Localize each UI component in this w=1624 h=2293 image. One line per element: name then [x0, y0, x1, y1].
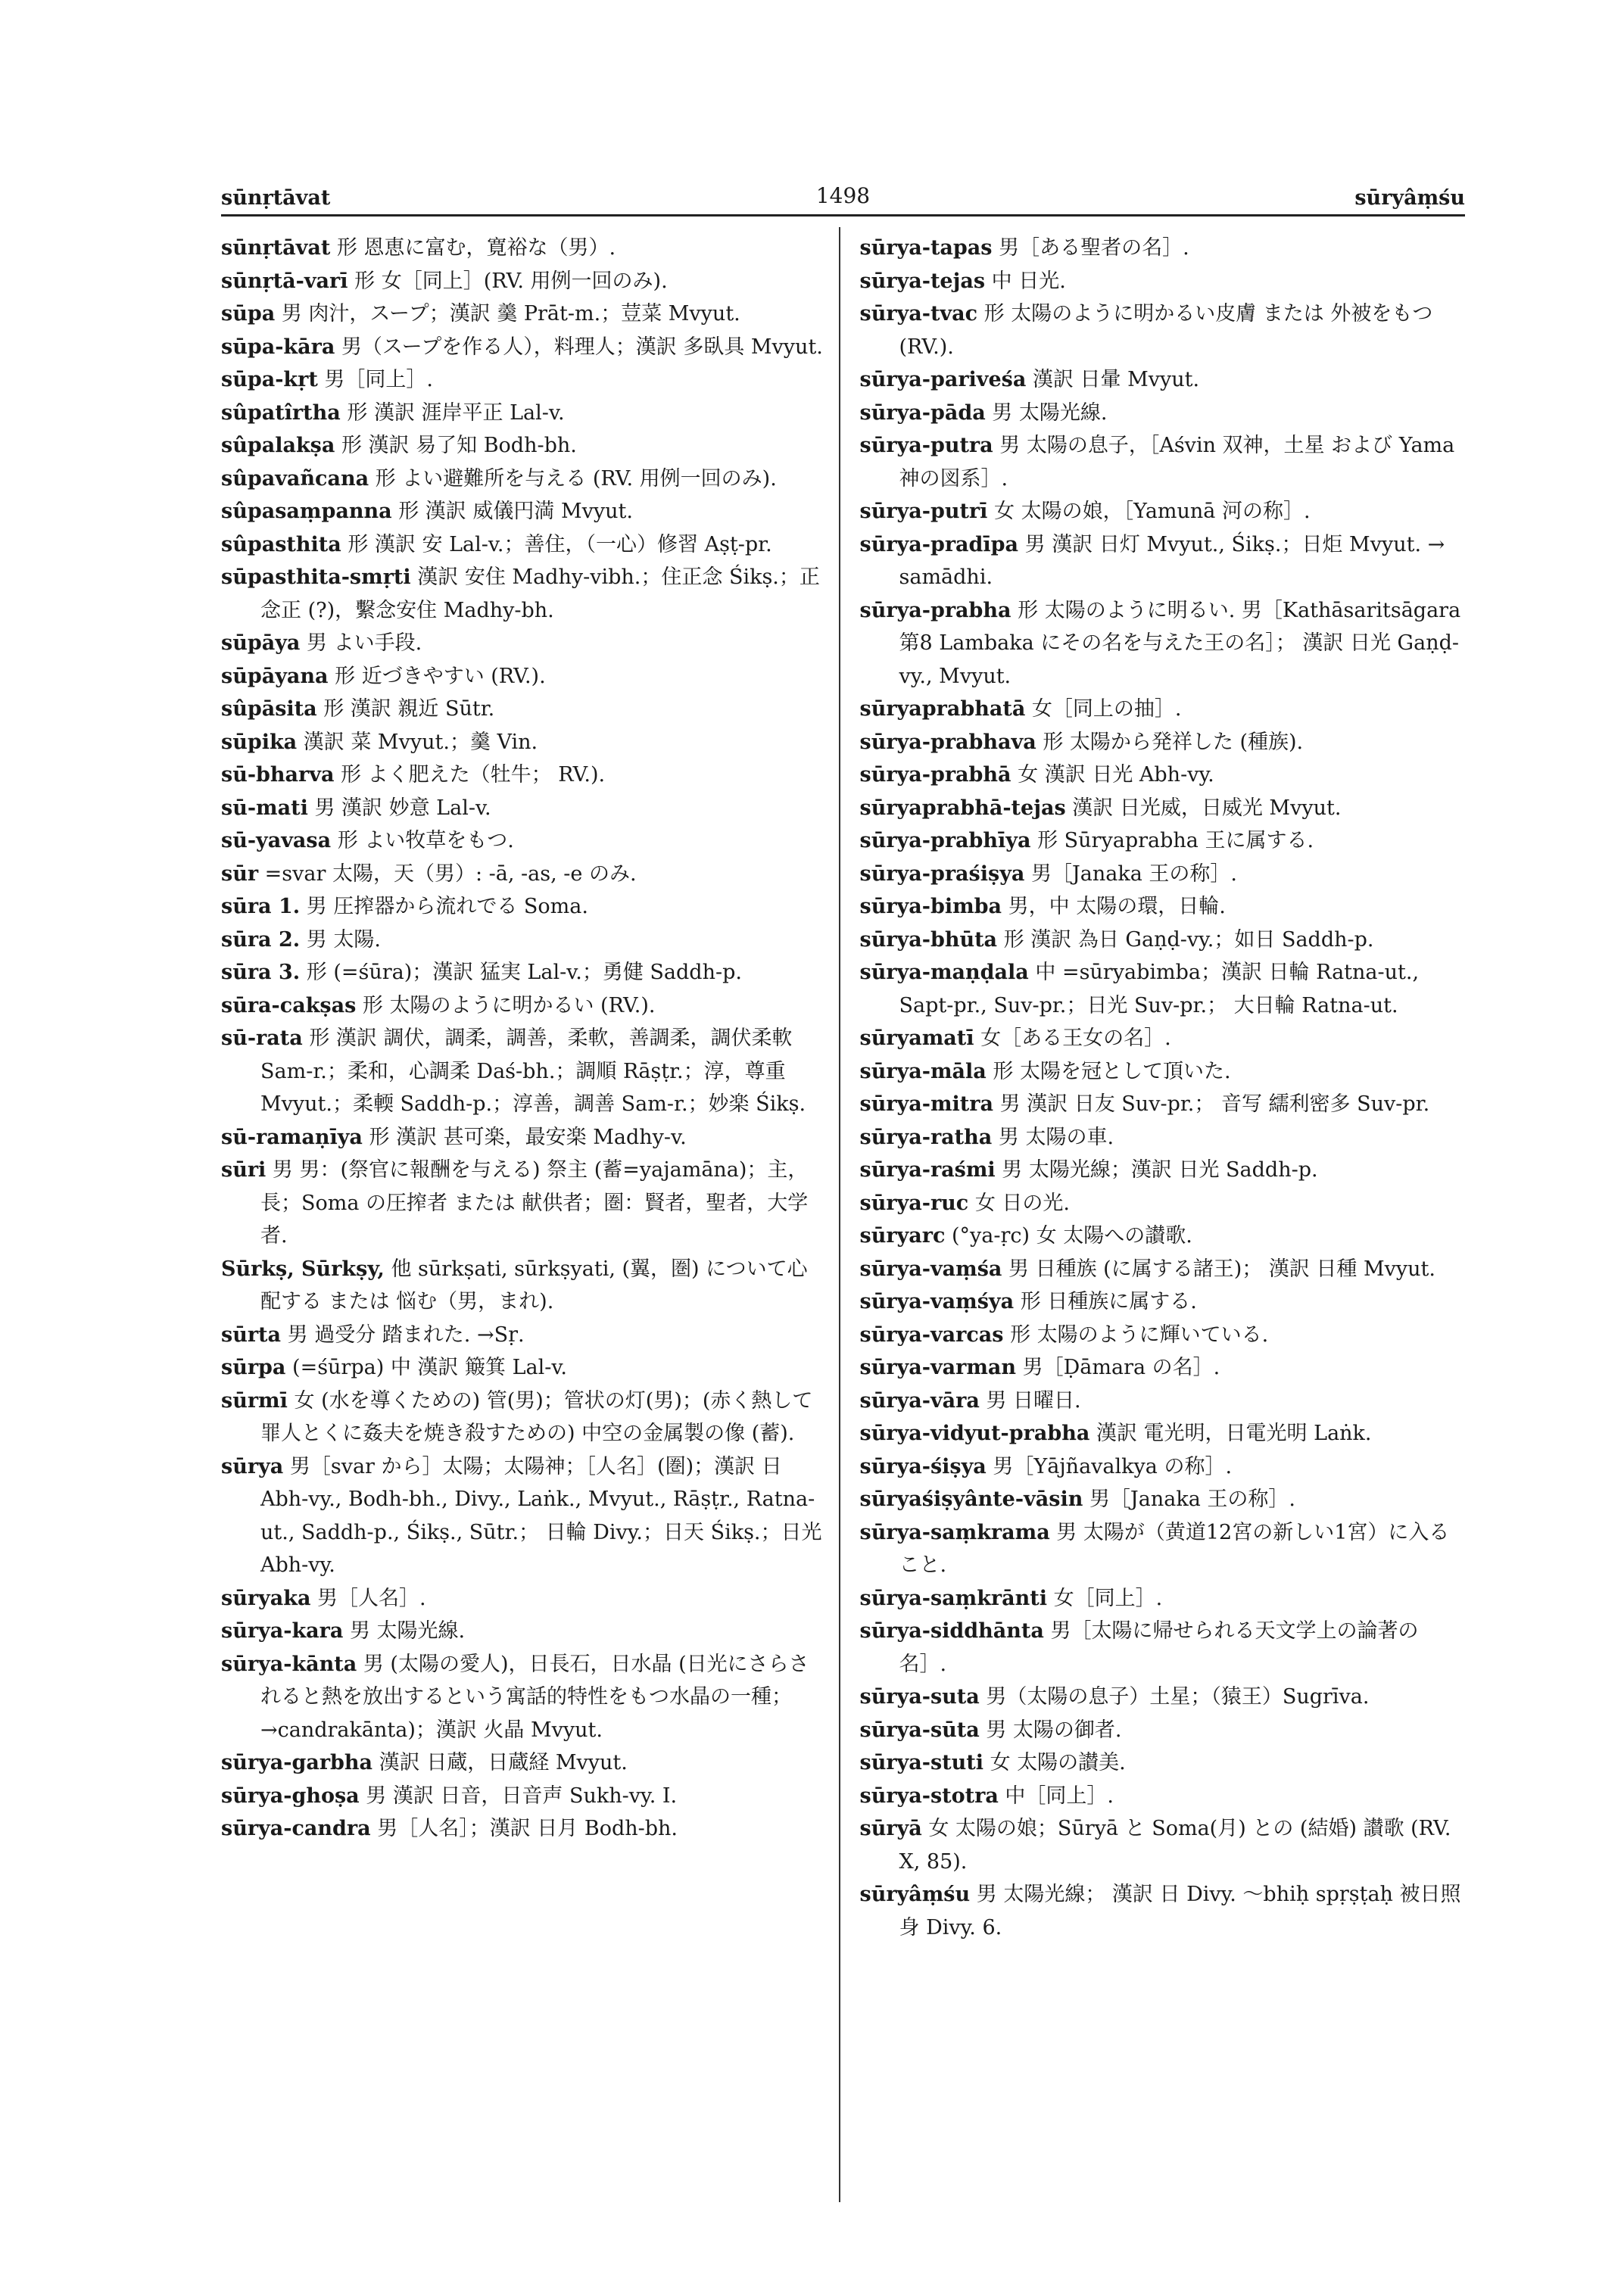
entry-headword: sūrya-māla: [859, 1059, 987, 1083]
dictionary-entry: [221, 265, 827, 298]
entry-definition: 形 漢訳 易了知 Bodh-bh.: [341, 434, 577, 457]
dictionary-entry: [860, 1582, 1466, 1615]
dictionary-entry: [860, 726, 1466, 759]
entry-definition: 男 漢訳 妙意 Lal-v.: [314, 796, 491, 820]
dictionary-entry: [860, 1417, 1466, 1450]
dictionary-entry: [860, 298, 1466, 363]
dictionary-entry: [221, 792, 827, 825]
entry-definition: 形 太陽を冠として頂いた.: [993, 1059, 1231, 1083]
entry-headword: sūra 1.: [221, 895, 301, 918]
entry-headword: sūrya-sūta: [859, 1718, 980, 1742]
entry-headword: sūrya-tapas: [859, 236, 993, 260]
entry-headword: sūrya-suta: [859, 1685, 980, 1709]
entry-headword: sūrya-siddhānta: [859, 1619, 1044, 1643]
dictionary-entry: [860, 1780, 1466, 1813]
entry-headword: sūra-cakṣas: [221, 993, 357, 1017]
entry-headword: sūpika: [221, 730, 298, 754]
dictionary-entry: [860, 1154, 1466, 1187]
dictionary-entry: [860, 890, 1466, 924]
entry-definition: 形 漢訳 安 Lal-v.；善住，（一心）修習 Aṣṭ-pr.: [348, 532, 772, 556]
dictionary-entry: [860, 265, 1466, 298]
dictionary-entry: [221, 561, 827, 627]
entry-definition: 形 漢訳 為日 Gaṇḍ-vy.；如日 Saddh-p.: [1003, 927, 1374, 952]
header-right-guideword: sūryâṃśu: [1354, 186, 1465, 210]
entry-headword: sūrya-kara: [221, 1619, 344, 1643]
entry-headword: Sūrkṣ, Sūrkṣy,: [221, 1257, 385, 1281]
entry-headword: sū-yavasa: [221, 829, 332, 852]
dictionary-entry: [860, 1681, 1466, 1714]
entry-headword: sūryaprabhā-tejas: [859, 796, 1066, 820]
entry-definition: 男 日種族 (に属する諸王)； 漢訳 日種 Mvyut.: [1008, 1257, 1435, 1281]
entry-headword: sūrya-garbha: [221, 1751, 373, 1774]
entry-headword: sūrta: [221, 1323, 282, 1347]
entry-definition: 形 太陽のように明かるい (RV.).: [362, 993, 656, 1017]
dictionary-entry: [221, 298, 827, 331]
entry-headword: sūrya-mitra: [859, 1092, 993, 1116]
entry-headword: sūrya-pradīpa: [859, 532, 1019, 556]
entry-headword: sūrya-putra: [859, 434, 993, 457]
entry-headword: sūrya-saṃkrānti: [859, 1586, 1047, 1610]
entry-definition: 男［Ḍāmara の名］.: [1022, 1356, 1220, 1379]
entry-definition: 女 (水を導くための) 管(男)；管状の灯(男)；(赤く熱して罪人とくに姦夫を焼き殺すための) 中空の金属製の像 (蓄).: [260, 1388, 813, 1445]
page-number: 1498: [815, 183, 871, 208]
dictionary-entry: [860, 1220, 1466, 1253]
entry-headword: sūryâṃśu: [859, 1883, 971, 1906]
entry-definition: 女［同上］.: [1053, 1586, 1163, 1610]
dictionary-entry: [860, 693, 1466, 726]
entry-headword: sū-bharva: [221, 763, 335, 787]
dictionary-entry: [221, 1582, 827, 1615]
dictionary-entry: [860, 1285, 1466, 1319]
entry-definition: 男 過受分 踏まれた. →Sṛ.: [287, 1323, 525, 1347]
entry-headword: sūpāya: [221, 631, 301, 655]
entry-definition: 男［人名］；漢訳 日月 Bodh-bh.: [377, 1817, 678, 1840]
entry-definition: 形 よく肥えた（牡牛； RV.).: [341, 763, 606, 787]
dictionary-entry: [221, 824, 827, 858]
dictionary-entry: [860, 1615, 1466, 1681]
entry-definition: 男 圧搾器から流れでる Soma.: [306, 895, 588, 918]
entry-definition: 形 太陽のように明るい. 男［Kathāsaritsāgara 第8 Lambaka にその名を与えた王の名］； 漢訳 日光 Gaṇḍ-vy., Mvyut.: [899, 598, 1461, 688]
dictionary-entry: [221, 429, 827, 463]
entry-headword: sūrya-vaṃśya: [859, 1290, 1015, 1313]
dictionary-entry: [860, 1319, 1466, 1352]
entry-headword: sūpa-kṛt: [221, 368, 318, 391]
entry-definition: 男 男：(祭官に報酬を与える) 祭主 (蓄=yajamāna)；主，長；Soma の圧搾者 または 献供者；圏：賢者，聖者，大学者.: [260, 1158, 809, 1248]
entry-headword: sūrpa: [221, 1356, 286, 1379]
entry-headword: sūrya-stotra: [859, 1784, 999, 1808]
dictionary-entry: [860, 1450, 1466, 1484]
entry-headword: sūnṛtā-varī: [221, 269, 348, 293]
entry-headword: sūrya-candra: [221, 1817, 371, 1840]
entry-definition: 男［Janaka 王の称］.: [1030, 861, 1238, 886]
dictionary-entry: [221, 495, 827, 528]
entry-definition: 男［太陽に帰せられる天文学上の論著の名］.: [899, 1619, 1419, 1676]
entry-headword: sūrya-śiṣya: [859, 1454, 987, 1478]
entry-headword: sûpavañcana: [221, 466, 369, 491]
dictionary-entry: [860, 429, 1466, 495]
entry-headword: sūrya-putrī: [859, 500, 988, 523]
entry-headword: sûpasaṃpanna: [221, 500, 392, 523]
entry-headword: sūri: [221, 1158, 267, 1182]
dictionary-entry: [860, 232, 1466, 265]
dictionary-entry: [221, 1121, 827, 1154]
entry-headword: sūrya-prabhīya: [859, 829, 1031, 852]
entry-definition: 男（スープを作る人），料理人；漢訳 多臥具 Mvyut.: [341, 335, 823, 359]
entry-definition: 男［人名］.: [317, 1586, 426, 1610]
entry-headword: sûpasthita: [221, 532, 341, 556]
dictionary-entry: [860, 924, 1466, 957]
entry-headword: sūryamatī: [859, 1027, 974, 1050]
dictionary-entry: [860, 1121, 1466, 1154]
entry-headword: sūrya-raśmi: [859, 1158, 996, 1182]
entry-definition: 形 近づきやすい (RV.).: [335, 664, 546, 688]
entry-definition: 男 太陽光線； 漢訳 日 Divy. ～bhiḥ spṛṣṭaḥ 被日照身 Divy. 6.: [899, 1883, 1461, 1939]
entry-headword: sûpatîrtha: [221, 400, 341, 425]
dictionary-entry: [221, 1022, 827, 1121]
dictionary-entry: [860, 1714, 1466, 1747]
dictionary-entry: [221, 363, 827, 397]
entry-definition: 男［Yājñavalkya の称］.: [993, 1454, 1233, 1478]
entry-headword: sūrya-vidyut-prabha: [859, 1422, 1090, 1445]
entry-definition: 漢訳 電光明，日電光明 Laṅk.: [1096, 1422, 1372, 1445]
dictionary-entry: [221, 1154, 827, 1253]
dictionary-entry: [860, 1746, 1466, 1780]
entry-headword: sūrmī: [221, 1388, 288, 1413]
entry-headword: sūpāyana: [221, 664, 329, 688]
dictionary-entry: [860, 1351, 1466, 1385]
entry-definition: 女［同上の抽］.: [1031, 697, 1182, 721]
entry-definition: (=śūrpa) 中 漢訳 簸箕 Lal-v.: [292, 1356, 568, 1379]
entry-headword: sū-mati: [221, 796, 308, 820]
dictionary-entry: [860, 594, 1466, 693]
dictionary-entry: [221, 858, 827, 891]
dictionary-entry: [860, 528, 1466, 594]
entry-definition: 女 太陽の讃美.: [990, 1751, 1126, 1774]
entry-definition: 男 太陽光線.: [992, 400, 1108, 425]
dictionary-entry: [860, 759, 1466, 792]
entry-headword: sūpasthita-smṛti: [221, 565, 411, 589]
dictionary-entry: [221, 397, 827, 430]
entry-headword: sūrya-bimba: [859, 895, 1002, 918]
entry-definition: 形 日種族に属する.: [1020, 1290, 1197, 1313]
entry-headword: sūr: [221, 861, 259, 886]
entry-definition: 男 日曜日.: [986, 1388, 1081, 1413]
entry-definition: 中 日光.: [991, 269, 1066, 293]
entry-definition: 形 Sūryaprabha 王に属する.: [1037, 829, 1314, 852]
dictionary-entry: [860, 1187, 1466, 1220]
entry-definition: 男 太陽の御者.: [986, 1718, 1122, 1742]
dictionary-entry: [221, 726, 827, 759]
entry-definition: 男，中 太陽の環，日輪.: [1008, 895, 1226, 918]
entry-definition: 他 sūrkṣati, sūrkṣyati, (翼，圏) について心配する または 悩む（男，まれ).: [260, 1257, 808, 1313]
left-column: [221, 227, 839, 2202]
entry-definition: 漢訳 日蔵，日蔵経 Mvyut.: [379, 1751, 628, 1774]
entry-headword: sūrya-saṃkrama: [859, 1520, 1050, 1544]
entry-headword: sūryaka: [221, 1586, 311, 1610]
dictionary-entry: [860, 824, 1466, 858]
entry-definition: =svar 太陽，天（男）: -ā, -as, -e のみ.: [264, 861, 637, 886]
dictionary-entry: [860, 1253, 1466, 1286]
entry-headword: sūpa: [221, 302, 276, 326]
entry-headword: sūrya-stuti: [859, 1751, 983, 1774]
entry-definition: 男 太陽光線.: [349, 1619, 466, 1643]
dictionary-entry: [221, 1319, 827, 1352]
dictionary-entry: [221, 528, 827, 562]
entry-definition: 女 漢訳 日光 Abh-vy.: [1018, 763, 1214, 787]
dictionary-columns: [221, 227, 1465, 2202]
dictionary-entry: [860, 495, 1466, 528]
entry-headword: sūrya-varman: [859, 1356, 1017, 1379]
dictionary-entry: [221, 956, 827, 989]
entry-headword: sūrya-pariveśa: [859, 368, 1027, 391]
dictionary-entry: [221, 1746, 827, 1780]
dictionary-entry: [221, 232, 827, 265]
entry-definition: 男［同上］.: [324, 368, 434, 391]
dictionary-entry: [221, 1351, 827, 1385]
entry-headword: sūryaprabhatā: [859, 697, 1026, 721]
entry-headword: sūrya-varcas: [859, 1323, 1004, 1347]
dictionary-entry: [221, 1812, 827, 1846]
entry-headword: sūrya-prabha: [859, 598, 1011, 622]
entry-definition: 男（太陽の息子）土星；（猿王）Sugrīva.: [986, 1685, 1370, 1709]
entry-headword: sûpāsita: [221, 697, 317, 721]
entry-headword: sūrya-ratha: [859, 1125, 993, 1149]
dictionary-entry: [860, 858, 1466, 891]
entry-definition: 男 (太陽の愛人)，日長石，日水晶 (日光にさらされると熱を放出するという寓話的特性をもつ水晶の一種； →candrakānta)；漢訳 火晶 Mvyut.: [260, 1652, 809, 1742]
entry-headword: sūryaśiṣyânte-vāsin: [859, 1488, 1083, 1511]
entry-headword: sūrya-ghoṣa: [221, 1784, 360, 1808]
entry-definition: 男 太陽の息子，［Aśvin 双神，土星 および Yama 神の図系］.: [899, 434, 1455, 491]
entry-headword: sū-ramaṇīya: [221, 1125, 363, 1149]
dictionary-entry: [221, 924, 827, 957]
entry-headword: sūpa-kāra: [221, 335, 335, 359]
entry-definition: 男 よい手段.: [306, 631, 422, 655]
dictionary-entry: [221, 1450, 827, 1582]
entry-headword: sūrya-tejas: [859, 269, 986, 293]
entry-headword: sūra 2.: [221, 927, 301, 952]
entry-definition: 漢訳 菜 Mvyut.；羹 Vin.: [303, 730, 538, 754]
dictionary-entry: [860, 1483, 1466, 1516]
entry-definition: 男［Janaka 王の称］.: [1089, 1488, 1295, 1511]
entry-definition: 形 漢訳 甚可楽，最安楽 Madhy-v.: [369, 1125, 687, 1149]
entry-definition: 形 女［同上］(RV. 用例一回のみ).: [354, 269, 668, 293]
entry-definition: 形 太陽のように輝いている.: [1010, 1323, 1269, 1347]
entry-headword: sūrya-prabhava: [859, 730, 1036, 754]
dictionary-entry: [860, 1088, 1466, 1121]
dictionary-entry: [221, 759, 827, 792]
entry-headword: sūrya-pāda: [859, 400, 986, 425]
entry-definition: 形 漢訳 涯岸平正 Lal-v.: [347, 400, 565, 425]
entry-headword: sūrya-vāra: [859, 1388, 980, 1413]
dictionary-entry: [860, 1385, 1466, 1418]
entry-headword: sūrya-bhūta: [859, 927, 998, 952]
entry-headword: sūrya-maṇḍala: [859, 961, 1029, 984]
entry-definition: 女 日の光.: [974, 1191, 1071, 1215]
dictionary-entry: [860, 397, 1466, 430]
page-header: [221, 170, 1465, 217]
entry-headword: sūrya-ruc: [859, 1191, 969, 1215]
dictionary-entry: [860, 363, 1466, 397]
entry-definition: 男［ある聖者の名］.: [999, 236, 1189, 260]
entry-definition: 形 太陽のように明かるい皮膚 または 外被をもつ (RV.).: [899, 302, 1433, 359]
entry-definition: 男 漢訳 日音，日音声 Sukh-vy. I.: [366, 1784, 678, 1808]
entry-definition: 男 太陽.: [306, 927, 381, 952]
dictionary-entry: [860, 956, 1466, 1022]
entry-definition: 漢訳 日暈 Mvyut.: [1032, 368, 1200, 391]
header-left-guideword: sūnṛtāvat: [221, 186, 331, 210]
entry-definition: 女［ある王女の名］.: [980, 1027, 1171, 1050]
entry-definition: 男［svar から］太陽；太陽神；［人名］(圏)；漢訳 日 Abh-vy., Bodh-bh., Divy., Laṅk., Mvyut., Rāṣṭr., Ratna-ut., Saddh-p., Śikṣ., Sūtr.； 日輪 Divy.；日天 Śikṣ.；日光 Abh-vy.: [260, 1454, 822, 1577]
dictionary-entry: [860, 1055, 1466, 1089]
dictionary-entry: [221, 693, 827, 726]
entry-headword: sūrya-kānta: [221, 1652, 357, 1676]
entry-headword: sūryarc: [859, 1224, 946, 1248]
dictionary-entry: [860, 1516, 1466, 1582]
dictionary-entry: [221, 627, 827, 660]
entry-definition: 形 よい牧草をもつ.: [337, 829, 514, 852]
entry-headword: sūrya-praśiṣya: [859, 861, 1025, 886]
entry-headword: sūnṛtāvat: [221, 236, 331, 260]
entry-definition: 形 (=śūra)；漢訳 猛実 Lal-v.；勇健 Saddh-p.: [306, 961, 742, 984]
dictionary-entry: [221, 331, 827, 364]
entry-definition: (°ya-ṛc) 女 太陽への讃歌.: [952, 1224, 1192, 1248]
entry-definition: 男 太陽光線；漢訳 日光 Saddh-p.: [1002, 1158, 1318, 1182]
dictionary-entry: [221, 989, 827, 1023]
entry-definition: 女 太陽の娘，［Yamunā 河の称］.: [994, 500, 1311, 523]
dictionary-entry: [860, 1812, 1466, 1878]
entry-headword: sūra 3.: [221, 961, 301, 984]
entry-definition: 男 漢訳 日友 Suv-pr.； 音写 繻利密多 Suv-pr.: [999, 1092, 1430, 1116]
entry-definition: 形 漢訳 調伏，調柔，調善，柔軟，善調柔，調伏柔軟 Sam-r.；柔和，心調柔 Daś-bh.；調順 Rāṣṭr.；淳，尊重 Mvyut.；柔輭 Saddh-p.；淳善，調善 Sam-r.；妙楽 Śikṣ.: [260, 1027, 806, 1116]
entry-headword: sū-rata: [221, 1027, 303, 1050]
entry-definition: 男 太陽の車.: [998, 1125, 1114, 1149]
entry-definition: 男 太陽が（黄道12宮の新しい1宮）に入ること.: [899, 1520, 1450, 1577]
dictionary-entry: [221, 1615, 827, 1648]
dictionary-entry: [221, 1780, 827, 1813]
entry-definition: 男 肉汁，スープ；漢訳 羹 Prāt-m.；荳菜 Mvyut.: [281, 302, 740, 326]
dictionary-entry: [860, 1022, 1466, 1055]
entry-headword: sūryā: [859, 1817, 922, 1840]
dictionary-entry: [860, 792, 1466, 825]
dictionary-entry: [221, 660, 827, 693]
entry-headword: sūrya-vaṃśa: [859, 1257, 1002, 1281]
entry-definition: 形 漢訳 親近 Sūtr.: [323, 697, 495, 721]
entry-headword: sūrya-prabhā: [859, 763, 1011, 787]
dictionary-entry: [221, 1385, 827, 1450]
dictionary-entry: [221, 890, 827, 924]
entry-definition: 漢訳 安住 Madhy-vibh.；住正念 Śikṣ.；正念正 (?)，繫念安住 Madhy-bh.: [260, 565, 820, 622]
entry-definition: 形 漢訳 威儀円満 Mvyut.: [398, 500, 633, 523]
dictionary-entry: [221, 463, 827, 496]
entry-headword: sûpalakṣa: [221, 434, 335, 457]
entry-definition: 男 漢訳 日灯 Mvyut., Śikṣ.；日炬 Mvyut. → samādhi.: [899, 532, 1445, 589]
entry-definition: 漢訳 日光威，日威光 Mvyut.: [1072, 796, 1342, 820]
dictionary-entry: [860, 1878, 1466, 1944]
entry-definition: 中［同上］.: [1005, 1784, 1114, 1808]
dictionary-entry: [221, 1648, 827, 1747]
entry-definition: 形 太陽から発祥した (種族).: [1043, 730, 1304, 754]
entry-definition: 女 太陽の娘；Sūryā と Soma(月) との (結婚) 讃歌 (RV. X, 85).: [899, 1817, 1451, 1874]
entry-headword: sūrya-tvac: [859, 302, 978, 326]
dictionary-entry: [221, 1253, 827, 1319]
entry-definition: 形 恩恵に富む，寛裕な（男）.: [336, 236, 616, 260]
entry-headword: sūrya: [221, 1454, 284, 1478]
right-column: [839, 227, 1466, 2202]
entry-definition: 形 よい避難所を与える (RV. 用例一回のみ).: [375, 466, 777, 491]
entry-definition: 中 =sūryabimba；漢訳 日輪 Ratna-ut., Sapt-pr., Suv-pr.；日光 Suv-pr.； 大日輪 Ratna-ut.: [899, 961, 1420, 1017]
